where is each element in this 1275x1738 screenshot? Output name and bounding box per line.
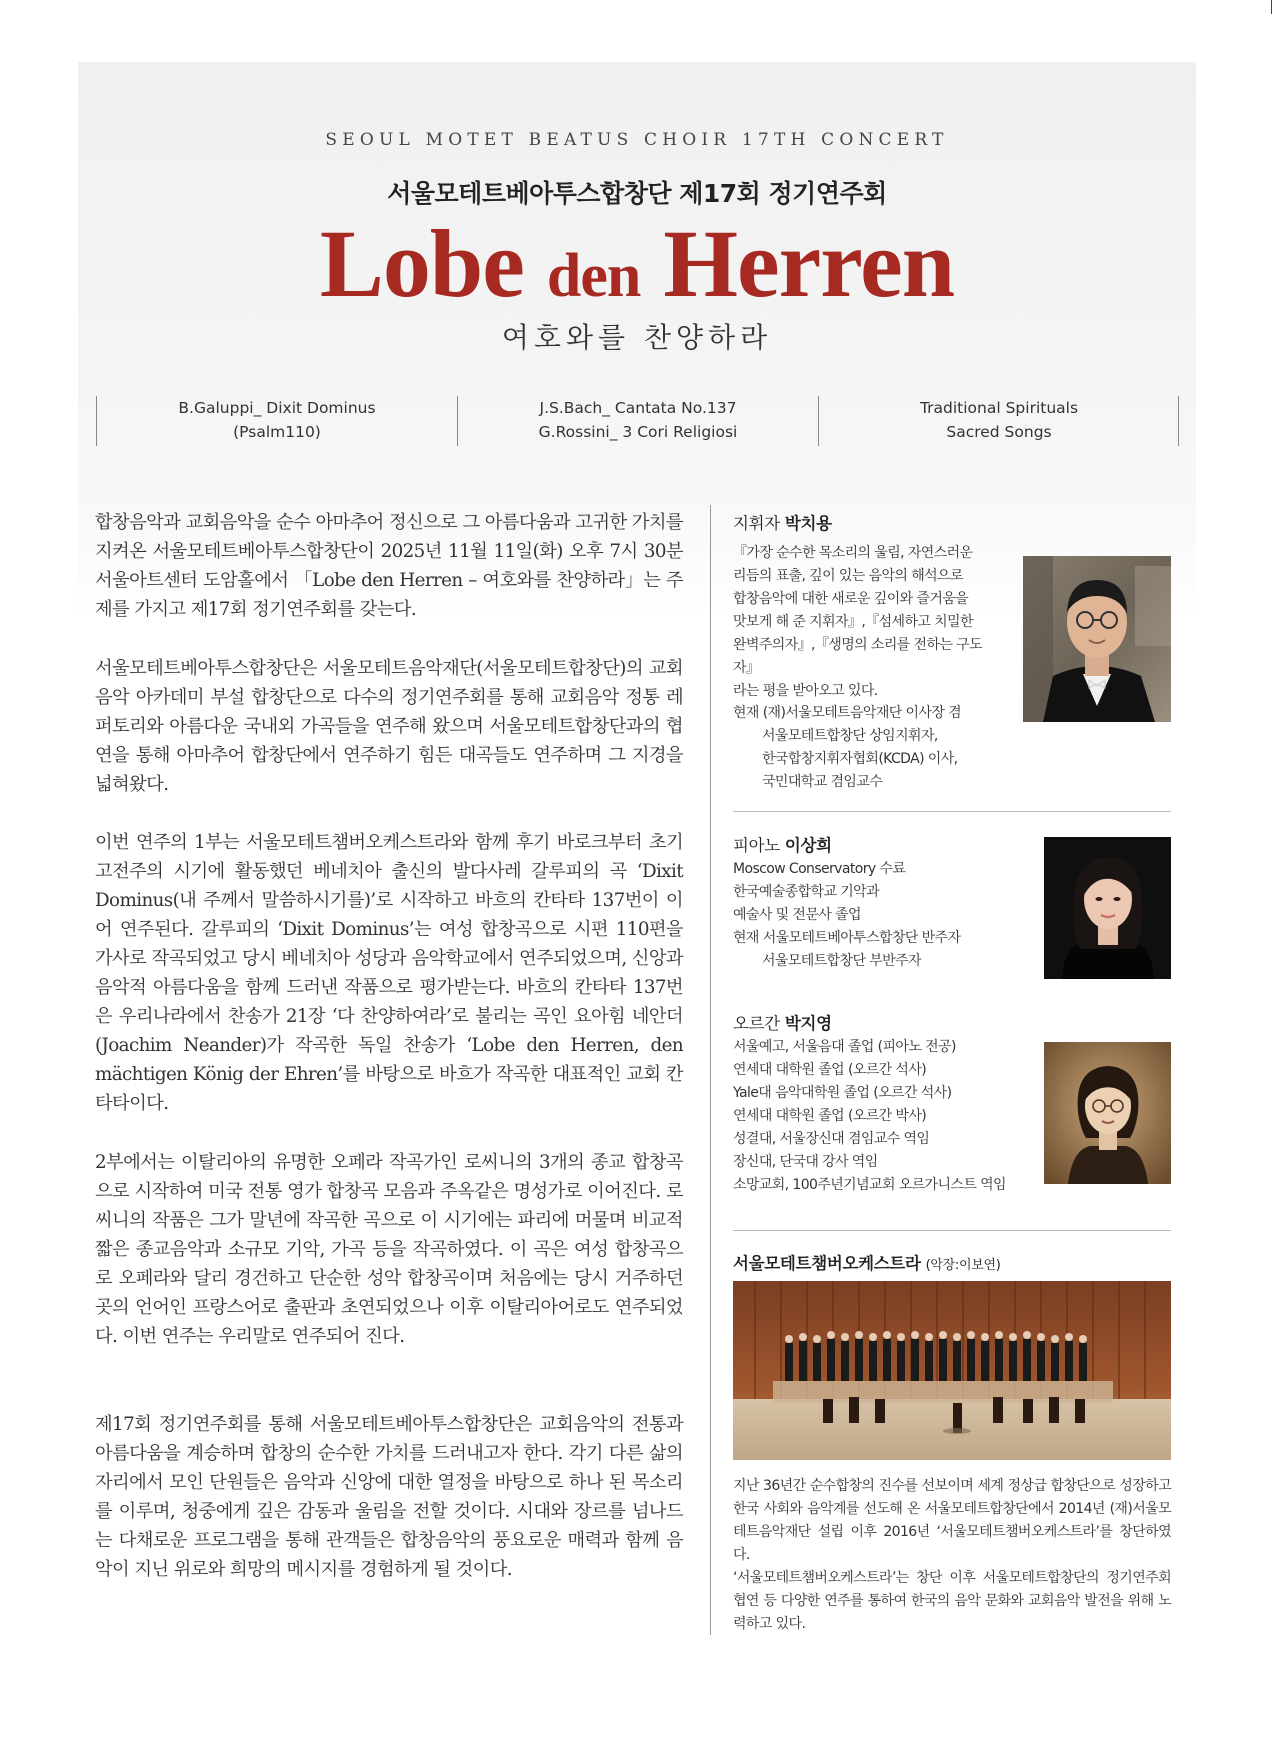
program-line: J.S.Bach_ Cantata No.137 (539, 399, 737, 417)
title-word-2: den (546, 242, 641, 310)
organist-photo (1044, 1042, 1171, 1184)
bio-line: 서울예고, 서울음대 졸업 (피아노 전공) (733, 1039, 956, 1055)
quote-line: 맛보게 해 준 지휘자』,『섬세하고 치밀한 (733, 614, 973, 630)
pianist-bio (733, 858, 1013, 973)
body-paragraph: 제17회 정기연주회를 통해 서울모테트베아투스합창단은 교회음악의 전통과 아름다움을 계승하며 합창의 순수한 가치를 드러내고자 한다. 각기 다른 삶의 자리에서 모인 단원들은 음악과 신앙에 대한 열정을 바탕으로 하나 된 목소리를 이루며, 청중에게 깊은 감동과 울림을 전할 것이다. 시대와 장르를 넘나드는 다채로운 프로그램을 통해 관객들은 합창음악의 풍요로운 매력과 함께 음악이 지닌 위로와 희망의 메시지를 경험하게 될 것이다. (95, 1414, 683, 1580)
position-line: 한국합창지휘자협회(KCDA) 이사, (762, 751, 958, 767)
bio-line: 서울모테트합창단 부반주자 (762, 953, 921, 969)
program-line: B.Galuppi_ Dixit Dominus (178, 399, 376, 417)
orchestra-stage-image (733, 1281, 1171, 1460)
caption-paragraph: 지난 36년간 순수합창의 진수를 선보이며 세계 정상급 합창단으로 성장하고 한국 사회와 음악계를 선도해 온 서울모테트합창단에서 2014년 (재)서울모테트음악재단 설립 이후 2016년 ‘서울모테트챔버오케스트라’를 창단하였다. (733, 1478, 1171, 1563)
quote-line: 합창음악에 대한 새로운 깊이와 즐거움을 (733, 591, 969, 607)
pianist-name: 이상희 (784, 836, 832, 855)
bio-line: 소망교회, 100주년기념교회 오르가니스트 역임 (733, 1177, 1006, 1193)
body-paragraph: 합창음악과 교회음악을 순수 아마추어 정신으로 그 아름다움과 고귀한 가치를 지켜온 서울모테트베아투스합창단이 2025년 11월 11일(화) 오후 7시 30분 서울아트센터 도암홀에서 「Lobe den Herren – 여호와를 찬양하라」는 주제를 가지고 제17회 정기연주회를 갖는다. (95, 512, 683, 620)
position-line: 서울모테트합창단 상임지휘자, (762, 728, 938, 744)
conductor-portrait (1023, 556, 1171, 722)
quote-line: 리듬의 표출, 깊이 있는 음악의 해석으로 (733, 568, 963, 584)
title-word-1: Lobe (319, 210, 524, 317)
concert-subtitle: 서울모테트베아투스합창단 제17회 정기연주회 (387, 179, 887, 208)
orchestra-caption (733, 1475, 1171, 1636)
bio-line: 예술사 및 전문사 졸업 (733, 907, 861, 923)
program-line: (Psalm110) (233, 423, 321, 441)
quote-line: 완벽주의자』,『생명의 소리를 전하는 구도자』 (733, 637, 982, 676)
pianist-portrait (1044, 837, 1171, 979)
conductor-quote (733, 542, 993, 703)
orchestra-photo (733, 1281, 1171, 1460)
conductor-heading (733, 510, 832, 534)
quote-line: 라는 평을 받아오고 있다. (733, 683, 878, 699)
column-divider (710, 505, 711, 1635)
program-line: Sacred Songs (946, 423, 1052, 441)
organist-heading (733, 1010, 832, 1034)
concert-title (78, 210, 1196, 326)
orchestra-heading (733, 1250, 1001, 1274)
orchestra-note: (악장:이보연) (925, 1258, 1001, 1273)
conductor-name: 박치용 (784, 514, 832, 533)
position-line: 국민대학교 겸임교수 (762, 774, 883, 790)
bio-line: 한국예술종합학교 기악과 (733, 884, 880, 900)
conductor-photo (1023, 556, 1171, 722)
role-label: 피아노 (733, 836, 780, 855)
role-label: 지휘자 (733, 514, 780, 533)
bio-line: Moscow Conservatory 수료 (733, 861, 906, 877)
bio-line: 성결대, 서울장신대 겸임교수 역임 (733, 1131, 930, 1147)
bio-line: 연세대 대학원 졸업 (오르간 석사) (733, 1062, 927, 1078)
role-label: 오르간 (733, 1014, 780, 1033)
concert-eyebrow: SEOUL MOTET BEATUS CHOIR 17TH CONCERT (325, 130, 949, 150)
program-divider (1178, 396, 1179, 446)
position-line: 현재 (재)서울모테트음악재단 이사장 겸 (733, 705, 962, 721)
caption-paragraph: ‘서울모테트챔버오케스트라’는 창단 이후 서울모테트합창단의 정기연주회 협연 등 다양한 연주를 통하여 한국의 음악 문화와 교회음악 발전을 위해 노력하고 있다. (733, 1570, 1171, 1632)
section-rule (733, 1230, 1171, 1231)
body-paragraph: 서울모테트베아투스합창단은 서울모테트음악재단(서울모테트합창단)의 교회음악 아카데미 부설 합창단으로 다수의 정기연주회를 통해 교회음악 정통 레퍼토리와 아름다운 국내외 가곡들을 연주해 왔으며 서울모테트합창단과의 협연을 통해 아마추어 합창단에서 연주하기 힘든 대곡들도 연주하며 그 지경을 넓혀왔다. (95, 658, 683, 795)
body-paragraph: 2부에서는 이탈리아의 유명한 오페라 작곡가인 로씨니의 3개의 종교 합창곡으로 시작하여 미국 전통 영가 합창곡 모음과 주옥같은 명성가로 이어진다. 로씨니의 작품은 그가 말년에 작곡한 곡으로 이 시기에는 파리에 머물며 비교적 짧은 종교음악과 소규모 기악, 가곡 등을 작곡하였다. 이 곡은 여성 합창곡으로 오페라와 달리 경건하고 단순한 성악 합창곡이며 처음에는 당시 거주하던 곳의 언어인 프랑스어로 출판과 초연되었으나 이후 이탈리아어로도 연주되었다. 이번 연주는 우리말로 연주되어 진다. (95, 1152, 683, 1347)
orchestra-name: 서울모테트챔버오케스트라 (733, 1254, 921, 1273)
body-paragraph: 이번 연주의 1부는 서울모테트챔버오케스트라와 함께 후기 바로크부터 초기 고전주의 시기에 활동했던 베네치아 출신의 발다사레 갈루피의 곡 ‘Dixit Dominus(내 주께서 말씀하시기를)’로 시작하고 바흐의 칸타타 137번이 이어 연주된다. 갈루피의 ‘Dixit Dominus’는 여성 합창곡으로 시편 110편을 가사로 작곡되었고 당시 베네치아 성당과 음악학교에서 연주되었으며, 신앙과 음악적 아름다움을 함께 드러낸 작품으로 평가받는다. 바흐의 칸타타 137번은 우리나라에서 찬송가 21장 ‘다 찬양하여라’로 불리는 곡인 요아힘 네안더(Joachim Neander)가 작곡한 독일 찬송가 ‘Lobe den Herren, den mächtigen König der Ehren’를 바탕으로 바흐가 작곡한 대표적인 교회 칸타타이다. (95, 832, 683, 1114)
bio-line: 장신대, 단국대 강사 역임 (733, 1154, 878, 1170)
program-item (457, 396, 819, 446)
program-line: Traditional Spirituals (919, 399, 1079, 417)
program-item (96, 396, 458, 446)
section-rule (733, 811, 1171, 812)
program-item (818, 396, 1180, 446)
title-word-3: Herren (663, 210, 955, 317)
concert-title-korean: 여호와를 찬양하라 (501, 321, 773, 354)
corner-rule (1271, 0, 1272, 14)
organist-bio (733, 1036, 1033, 1197)
program-line: G.Rossini_ 3 Cori Religiosi (538, 423, 738, 441)
organist-portrait (1044, 1042, 1171, 1184)
bio-line: 현재 서울모테트베아투스합창단 반주자 (733, 930, 961, 946)
pianist-photo (1044, 837, 1171, 979)
organist-name: 박지영 (784, 1014, 832, 1033)
bio-line: 연세대 대학원 졸업 (오르간 박사) (733, 1108, 927, 1124)
quote-line: 『가장 순수한 목소리의 울림, 자연스러운 (733, 545, 973, 561)
pianist-heading (733, 832, 832, 856)
conductor-positions (733, 702, 1003, 794)
bio-line: Yale대 음악대학원 졸업 (오르간 석사) (733, 1085, 952, 1101)
